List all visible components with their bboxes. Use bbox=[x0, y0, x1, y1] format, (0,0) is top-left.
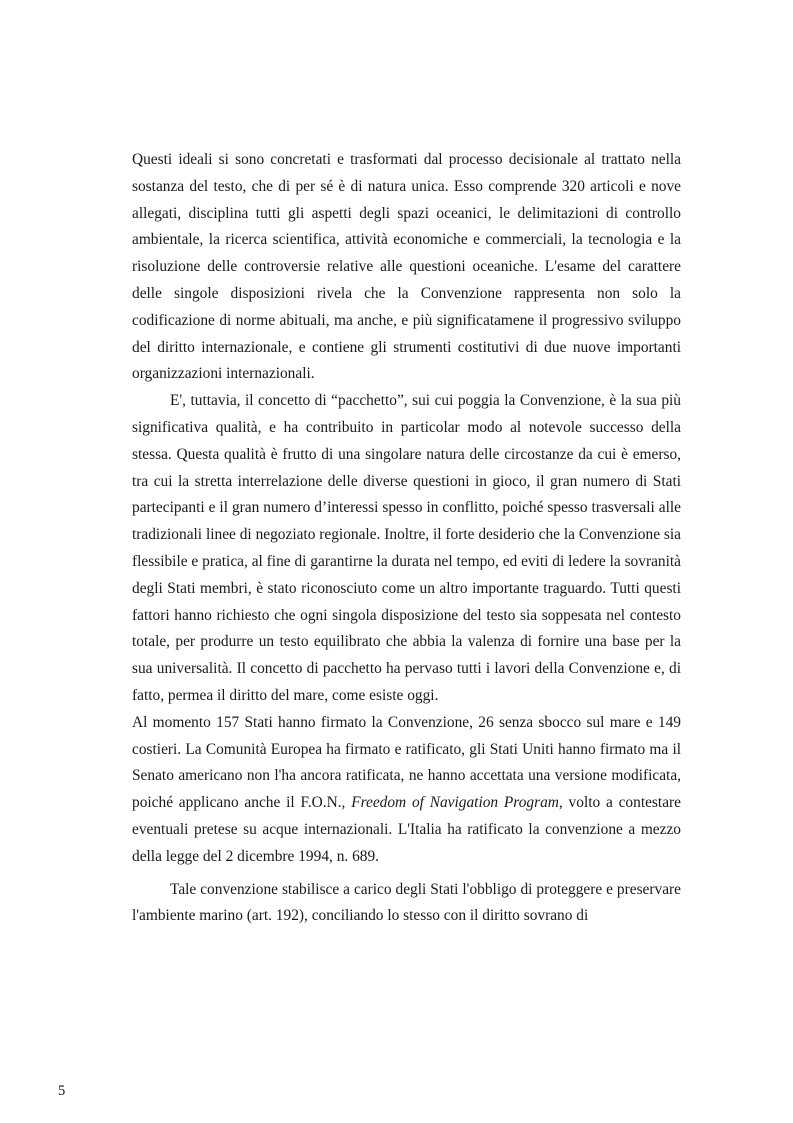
paragraph-3-text-after: , volto a contestare eventuali pretese su acque internazionali. L'Italia ha ratificato la convenzione a mezzo della legge del 2 dicembre 1994, n. 689. bbox=[132, 794, 681, 865]
paragraph-3 bbox=[132, 710, 681, 871]
paragraph-3-text-before: Al momento 157 Stati hanno firmato la Convenzione, 26 senza sbocco sul mare e 149 costieri. La Comunità Europea ha firmato e ratificato, gli Stati Uniti hanno firmato ma il Senato americano non l'ha ancora ratificata, ne hanno accettata una versione modificata, poiché applicano anche il F.O.N., bbox=[132, 713, 681, 812]
paragraph-3-italic-term: Freedom of Navigation Program bbox=[351, 794, 559, 812]
paragraph-4: Tale convenzione stabilisce a carico degli Stati l'obbligo di proteggere e preservare l'ambiente marino (art. 192), conciliando lo stesso con il diritto sovrano di bbox=[132, 880, 681, 925]
paragraph-1: Questi ideali si sono concretati e trasformati dal processo decisionale al trattato nella sostanza del testo, che di per sé è di natura unica. Esso comprende 320 articoli e nove allegati, disciplina tutti gli aspetti degli spazi oceanici, le delimitazioni di controllo ambientale, la ricerca scientifica, attività economiche e commerciali, la tecnologia e la risoluzione delle controversie relative alle questioni oceaniche. L'esame del carattere delle singole disposizioni rivela che la Convenzione rappresenta non solo la codificazione di norme abituali, ma anche, e più significatamene il progressivo sviluppo del diritto internazionale, e contiene gli strumenti costitutivi di due nuove importanti organizzazioni internazionali. bbox=[132, 151, 681, 383]
body-text bbox=[132, 147, 681, 930]
page-number: 5 bbox=[58, 1083, 66, 1099]
paragraph-2: E', tuttavia, il concetto di “pacchetto”, sui cui poggia la Convenzione, è la sua più significativa qualità, e ha contribuito in particolar modo al notevole successo della stessa. Questa qualità è frutto di una singolare natura delle circostanze da cui è emerso, tra cui la stretta interrelazione delle diverse questioni in gioco, il gran numero di Stati partecipanti e il gran numero d’interessi spesso in conflitto, poiché spesso trasversali alle tradizionali linee di negoziato regionale. Inoltre, il forte desiderio che la Convenzione sia flessibile e pratica, al fine di garantirne la durata nel tempo, ed eviti di ledere la sovranità degli Stati membri, è stato riconosciuto come un altro importante traguardo. Tutti questi fattori hanno richiesto che ogni singola disposizione del testo sia soppesata nel contesto totale, per produrre un testo equilibrato che abbia la valenza di fornire una base per la sua universalità. Il concetto di pacchetto ha pervaso tutti i lavori della Convenzione e, di fatto, permea il diritto del mare, come esiste oggi. bbox=[132, 392, 681, 704]
